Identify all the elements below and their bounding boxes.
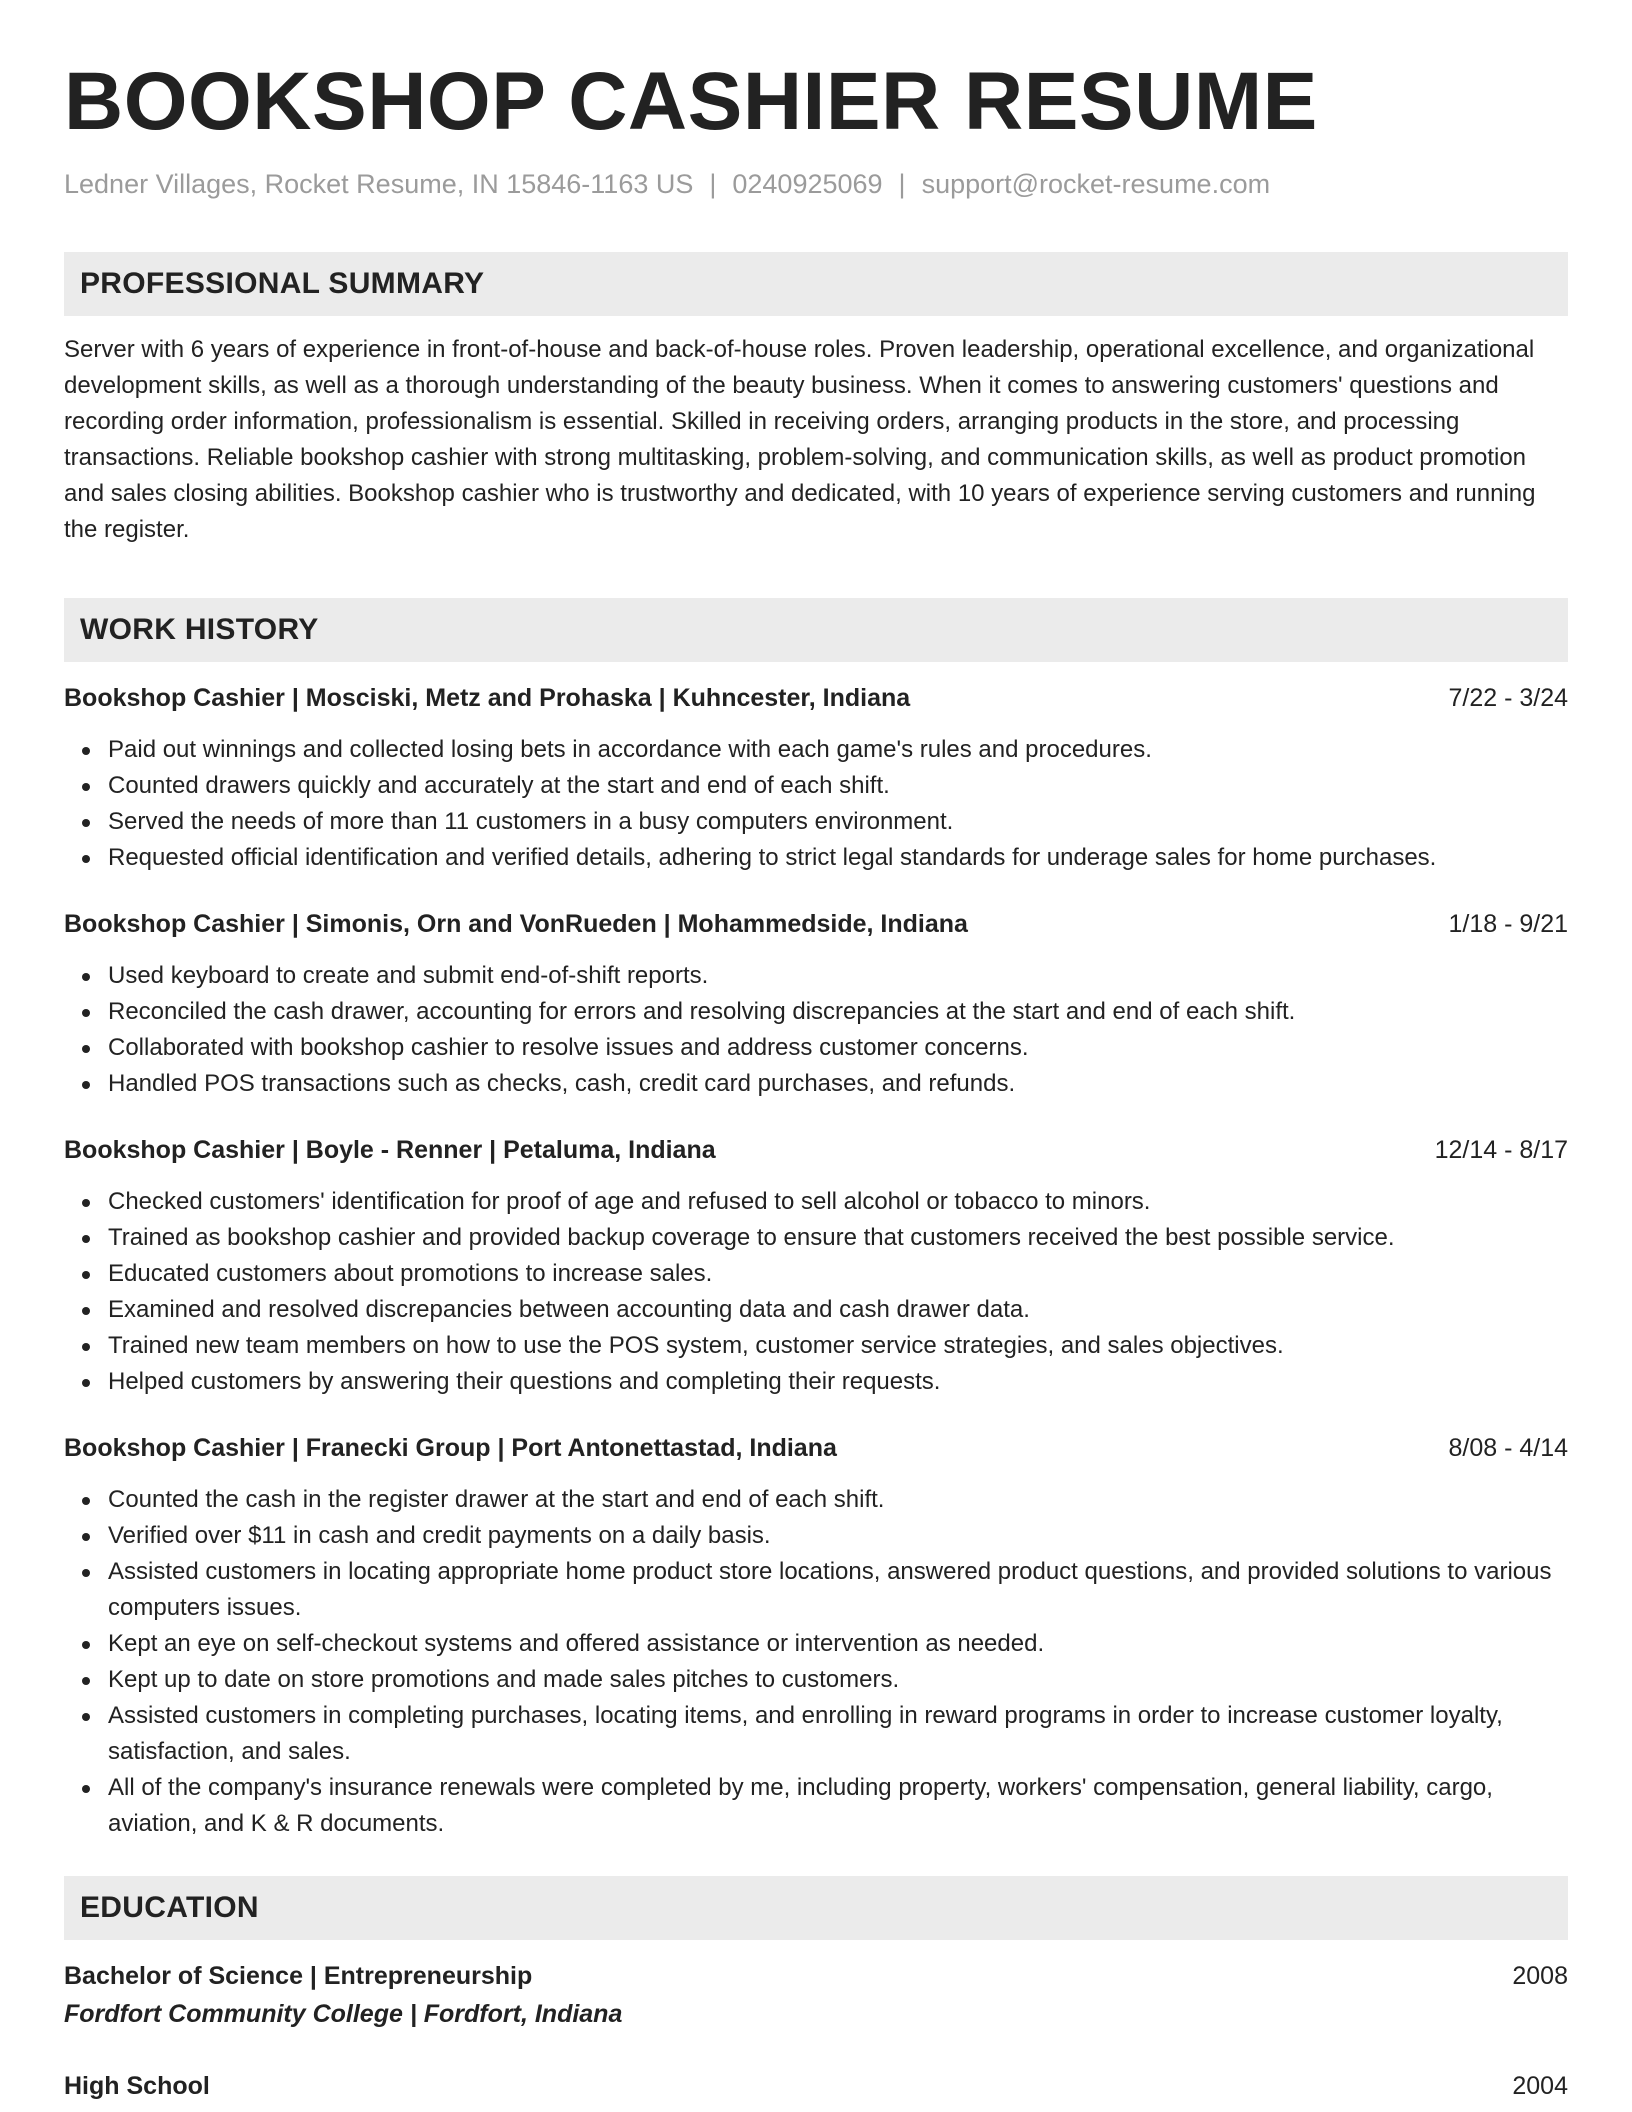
education-header bbox=[64, 2068, 1568, 2104]
education-degree: High School bbox=[64, 2072, 210, 2100]
education-degree: Bachelor of Science | Entrepreneurship bbox=[64, 1962, 533, 1990]
job-title: Bookshop Cashier | Boyle - Renner | Petaluma, Indiana bbox=[64, 1136, 716, 1164]
job-header bbox=[64, 1430, 1568, 1466]
job-bullet: Paid out winnings and collected losing bets in accordance with each game's rules and procedures. bbox=[108, 732, 1568, 768]
job-bullet: Used keyboard to create and submit end-of-shift reports. bbox=[108, 958, 1568, 994]
job-title: Bookshop Cashier | Simonis, Orn and VonRueden | Mohammedside, Indiana bbox=[64, 910, 968, 938]
job-dates: 12/14 - 8/17 bbox=[1434, 1136, 1568, 1164]
job-dates: 7/22 - 3/24 bbox=[1448, 684, 1568, 712]
education-year: 2008 bbox=[1512, 1962, 1568, 1990]
resume-page bbox=[64, 52, 1568, 2104]
education-school: Fordfort Community College | Fordfort, Indiana bbox=[64, 2000, 623, 2028]
job-bullet: Counted the cash in the register drawer at the start and end of each shift. bbox=[108, 1482, 1568, 1518]
section-header-education: EDUCATION bbox=[64, 1876, 1568, 1940]
resume-title: BOOKSHOP CASHIER RESUME bbox=[64, 56, 1318, 147]
job-bullet: Kept an eye on self-checkout systems and offered assistance or intervention as needed. bbox=[108, 1626, 1568, 1662]
job-bullet: Reconciled the cash drawer, accounting for errors and resolving discrepancies at the start and end of each shift. bbox=[108, 994, 1568, 1030]
job-header bbox=[64, 680, 1568, 716]
job-bullet: Helped customers by answering their questions and completing their requests. bbox=[108, 1364, 1568, 1400]
contact-phone: 0240925069 bbox=[732, 169, 883, 199]
job-bullets bbox=[64, 1184, 1568, 1400]
education-entry bbox=[64, 1958, 1568, 2034]
education-year: 2004 bbox=[1512, 2072, 1568, 2100]
job-bullet: Counted drawers quickly and accurately at the start and end of each shift. bbox=[108, 768, 1568, 804]
education-entry bbox=[64, 2068, 1568, 2104]
job-header bbox=[64, 906, 1568, 942]
job-bullet: Handled POS transactions such as checks, cash, credit card purchases, and refunds. bbox=[108, 1066, 1568, 1102]
contact-address: Ledner Villages, Rocket Resume, IN 15846-1163 US bbox=[64, 169, 694, 199]
contact-separator: | bbox=[898, 169, 906, 199]
job-bullet: Collaborated with bookshop cashier to resolve issues and address customer concerns. bbox=[108, 1030, 1568, 1066]
job-bullet: Educated customers about promotions to increase sales. bbox=[108, 1256, 1568, 1292]
job-bullet: Requested official identification and verified details, adhering to strict legal standards for underage sales for home purchases. bbox=[108, 840, 1568, 876]
job-bullet: Assisted customers in completing purchases, locating items, and enrolling in reward programs in order to increase customer loyalty, satisfaction, and sales. bbox=[108, 1698, 1568, 1770]
job-bullet: Assisted customers in locating appropriate home product store locations, answered product questions, and provided solutions to various computers issues. bbox=[108, 1554, 1568, 1626]
job-dates: 1/18 - 9/21 bbox=[1448, 910, 1568, 938]
job-bullet: Verified over $11 in cash and credit payments on a daily basis. bbox=[108, 1518, 1568, 1554]
job-entry bbox=[64, 906, 1568, 1102]
summary-text: Server with 6 years of experience in front-of-house and back-of-house roles. Proven leadership, operational excellence, and organizational development skills, as well as a thorough understanding of the beauty business. When it comes to answering customers' questions and recording order information, professionalism is essential. Skilled in receiving orders, arranging products in the store, and processing transactions. Reliable bookshop cashier with strong multitasking, problem-solving, and communication skills, as well as product promotion and sales closing abilities. Bookshop cashier who is trustworthy and dedicated, with 10 years of experience serving customers and running the register. bbox=[64, 336, 1536, 543]
contact-line bbox=[64, 166, 1568, 202]
section-header-summary: PROFESSIONAL SUMMARY bbox=[64, 252, 1568, 316]
job-bullet: Examined and resolved discrepancies between accounting data and cash drawer data. bbox=[108, 1292, 1568, 1328]
job-bullets bbox=[64, 958, 1568, 1102]
job-bullets bbox=[64, 1482, 1568, 1842]
job-title: Bookshop Cashier | Mosciski, Metz and Prohaska | Kuhncester, Indiana bbox=[64, 684, 911, 712]
job-entry bbox=[64, 1132, 1568, 1400]
job-bullet: Kept up to date on store promotions and made sales pitches to customers. bbox=[108, 1662, 1568, 1698]
job-bullet: Checked customers' identification for proof of age and refused to sell alcohol or tobacco to minors. bbox=[108, 1184, 1568, 1220]
education-header bbox=[64, 1958, 1568, 1994]
job-bullet: Served the needs of more than 11 customers in a busy computers environment. bbox=[108, 804, 1568, 840]
contact-separator: | bbox=[709, 169, 717, 199]
job-entry bbox=[64, 1430, 1568, 1842]
job-bullets bbox=[64, 732, 1568, 876]
contact-email: support@rocket-resume.com bbox=[921, 169, 1271, 199]
job-entry bbox=[64, 680, 1568, 876]
job-bullet: All of the company's insurance renewals were completed by me, including property, workers' compensation, general liability, cargo, aviation, and K & R documents. bbox=[108, 1770, 1568, 1842]
section-header-work-history: WORK HISTORY bbox=[64, 598, 1568, 662]
job-bullet: Trained new team members on how to use the POS system, customer service strategies, and sales objectives. bbox=[108, 1328, 1568, 1364]
job-header bbox=[64, 1132, 1568, 1168]
job-dates: 8/08 - 4/14 bbox=[1448, 1434, 1568, 1462]
job-bullet: Trained as bookshop cashier and provided backup coverage to ensure that customers received the best possible service. bbox=[108, 1220, 1568, 1256]
job-title: Bookshop Cashier | Franecki Group | Port Antonettastad, Indiana bbox=[64, 1434, 837, 1462]
